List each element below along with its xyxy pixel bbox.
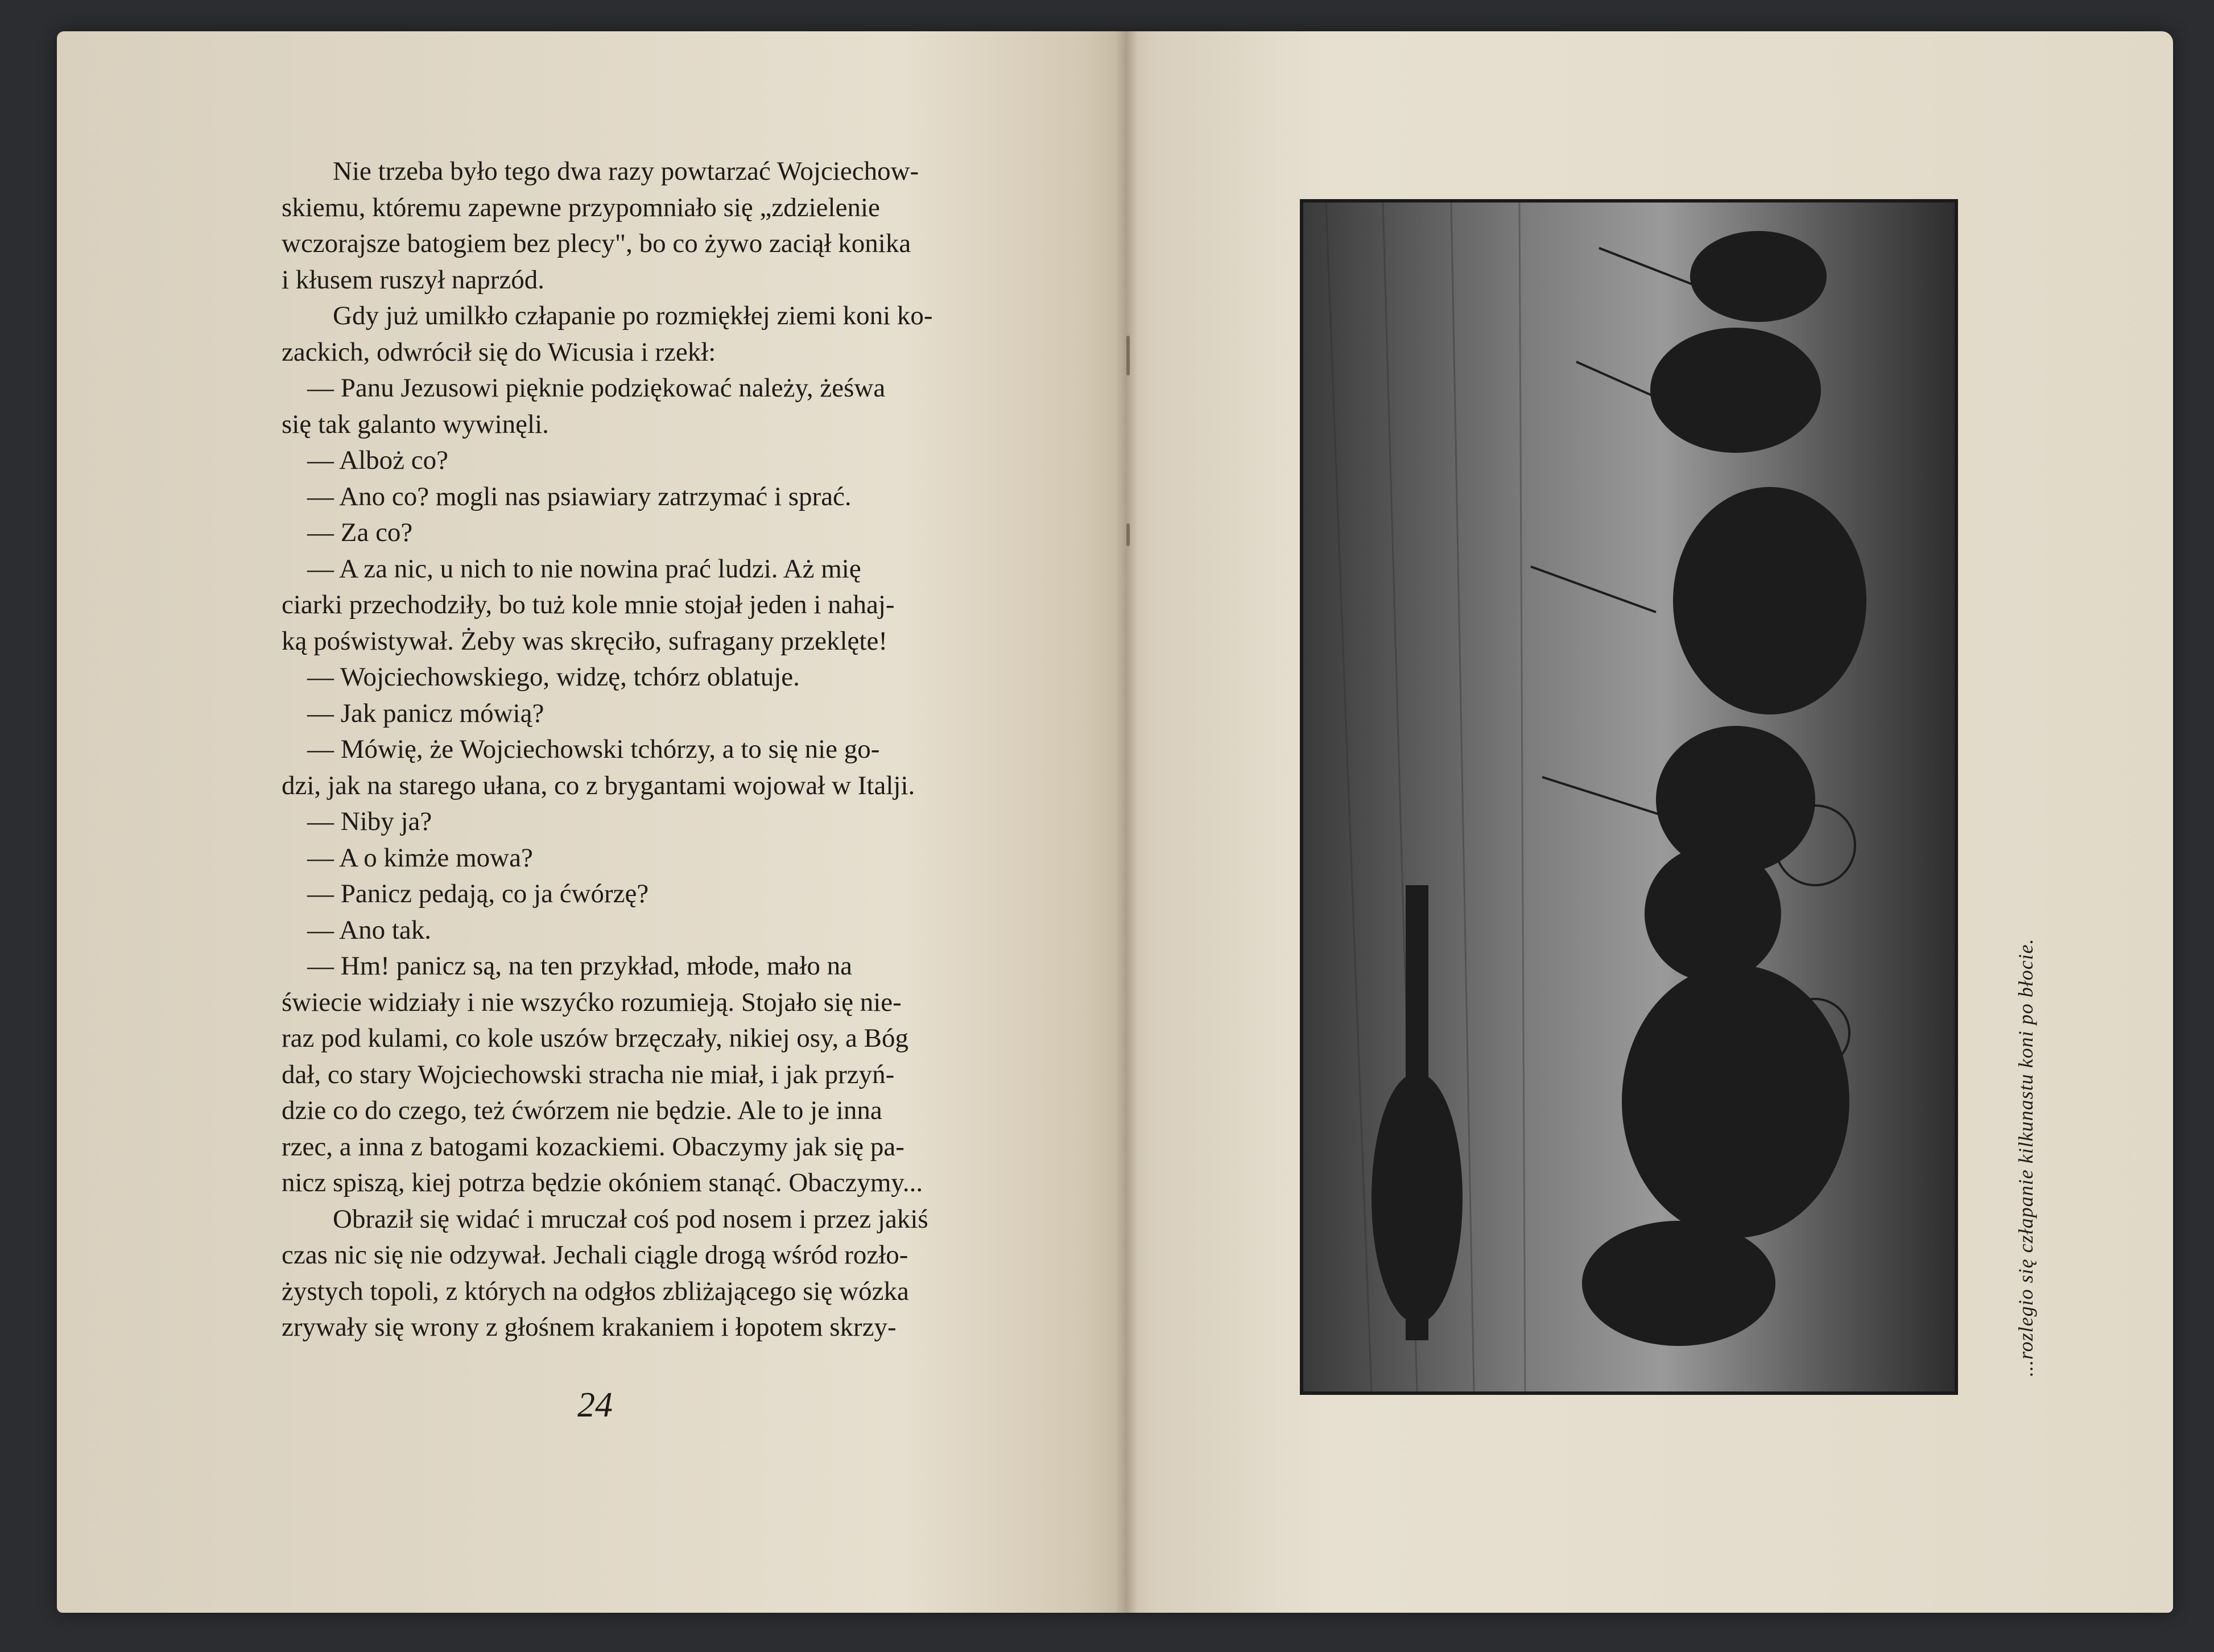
- text-line: świecie widziały i nie wszyćko rozumieją. Stojało się nie-: [282, 987, 902, 1017]
- text-line: dzi, jak na starego ułana, co z brygantami wojował w Italji.: [282, 770, 915, 800]
- text-line: rzec, a inna z batogami kozackiemi. Obaczymy jak się pa-: [282, 1131, 904, 1162]
- text-line: — Hm! panicz są, na ten przykład, młode, mało na: [307, 951, 852, 981]
- binding-stitch: [1126, 336, 1130, 375]
- text-line: — Ano tak.: [307, 915, 432, 945]
- text-line: ciarki przechodziły, bo tuż kole mnie stojał jeden i nahaj-: [282, 590, 895, 620]
- text-line: żystych topoli, z których na odgłos zbliżającego się wózka: [282, 1276, 909, 1306]
- text-line: ką poświstywał. Żeby was skręciło, sufragany przeklęte!: [282, 626, 887, 656]
- binding-stitch: [1126, 523, 1130, 546]
- page-number: 24: [577, 1386, 613, 1424]
- text-line: — Niby ja?: [307, 807, 432, 836]
- text-line: — Panu Jezusowi pięknie podziękować należy, żeśwa: [307, 373, 886, 403]
- left-page-text: [282, 154, 1021, 1346]
- text-line: zrywały się wrony z głośnem krakaniem i łopotem skrzy-: [282, 1312, 897, 1342]
- text-line: zackich, odwrócił się do Wicusia i rzekł:: [282, 337, 716, 367]
- text-line: Gdy już umilkło człapanie po rozmiękłej ziemi koni ko-: [333, 301, 933, 331]
- text-line: — Za co?: [307, 518, 413, 547]
- text-line: raz pod kulami, co kole uszów brzęczały, nikiej osy, a Bóg: [282, 1023, 908, 1053]
- text-line: nicz spiszą, kiej potrza będzie okóniem stanąć. Obaczymy...: [282, 1168, 923, 1197]
- text-line: czas nic się nie odzywał. Jechali ciągle drogą wśród rozło-: [282, 1240, 908, 1270]
- text-line: — Wojciechowskiego, widzę, tchórz oblatuje.: [307, 662, 800, 692]
- text-line: się tak galanto wywinęli.: [282, 409, 549, 439]
- book-gutter: [1115, 31, 1138, 1613]
- text-line: — A za nic, u nich to nie nowina prać ludzi. Aż mię: [307, 554, 861, 584]
- text-line: Nie trzeba było tego dwa razy powtarzać Wojciechow-: [333, 156, 919, 186]
- text-line: — Ano co? mogli nas psiawiary zatrzymać i sprać.: [307, 481, 852, 511]
- text-line: — Panicz pedają, co ja ćwórzę?: [307, 879, 649, 908]
- illustration-caption: ...rozlegio się człapanie kilkunastu koni po błocie.: [2014, 938, 2037, 1377]
- text-line: wczorajsze batogiem bez plecy", bo co żywo zaciął konika: [282, 229, 911, 258]
- text-line: dał, co stary Wojciechowski stracha nie miał, i jak przyń-: [282, 1059, 895, 1089]
- text-line: — A o kimże mowa?: [307, 842, 533, 873]
- text-line: — Mówię, że Wojciechowski tchórzy, a to się nie go-: [307, 734, 880, 764]
- engraving-riders-icon: [1300, 199, 1958, 1395]
- text-line: — Alboż co?: [307, 445, 448, 475]
- text-line: Obraził się widać i mruczał coś pod nosem i przez jakiś: [333, 1204, 928, 1234]
- text-line: i kłusem ruszył naprzód.: [282, 265, 545, 295]
- text-line: dzie co do czego, też ćwórzem nie będzie. Ale to je inna: [282, 1096, 882, 1125]
- text-line: — Jak panicz mówią?: [307, 698, 544, 728]
- text-line: skiemu, któremu zapewne przypomniało się „zdzielenie: [282, 192, 880, 222]
